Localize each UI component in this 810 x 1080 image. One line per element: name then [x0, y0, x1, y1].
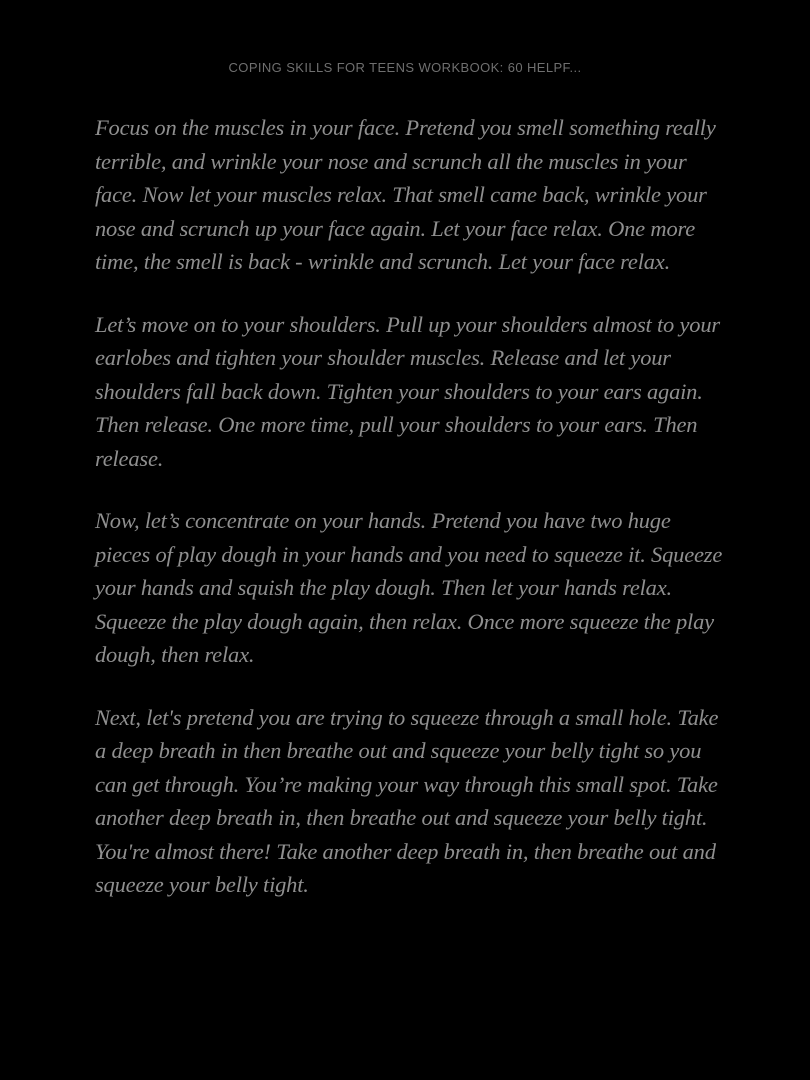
paragraph-hands: Now, let’s concentrate on your hands. Pretend you have two huge pieces of play dough in your hands and you need to squeeze it. Squeeze your hands and squish the play dough. Then let your hands relax. Squeeze the play dough again, then relax. Once more squeeze the play dough, then relax. — [95, 508, 723, 667]
book-title-header: COPING SKILLS FOR TEENS WORKBOOK: 60 HELPF... — [228, 60, 582, 75]
reading-surface[interactable] — [95, 111, 727, 931]
paragraph-shoulders: Let’s move on to your shoulders. Pull up your shoulders almost to your earlobes and tighten your shoulder muscles. Release and let your shoulders fall back down. Tighten your shoulders to your ears again. Then release. One more time, pull your shoulders to your ears. Then release. — [95, 311, 720, 471]
paragraph-face-muscles: Focus on the muscles in your face. Pretend you smell something really terrible, and wrinkle your nose and scrunch all the muscles in your face. Now let your muscles relax. That smell came back, wrinkle your nose and scrunch up your face again. Let your face relax. One more time, the smell is back - wrinkle and scrunch. Let your face relax. — [95, 115, 716, 274]
paragraph-belly: Next, let's pretend you are trying to squeeze through a small hole. Take a deep breath in then breathe out and squeeze your belly tight so you can get through. You’re making your way through this small spot. Take another deep breath in, then breathe out and squeeze your belly tight. You're almost there! Take another deep breath in, then breathe out and squeeze your belly tight. — [95, 704, 719, 897]
